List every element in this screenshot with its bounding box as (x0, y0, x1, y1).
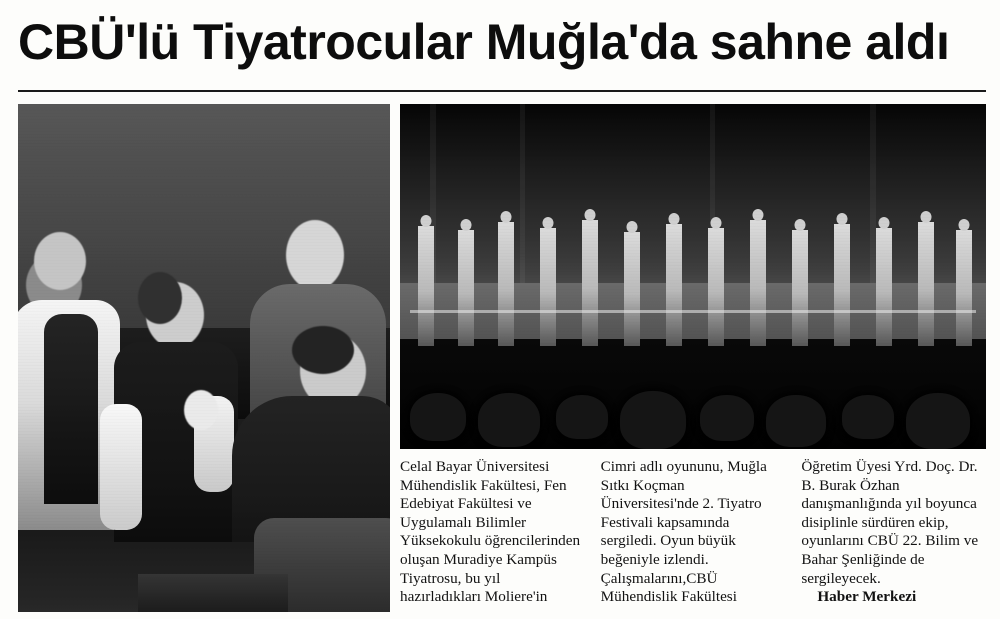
photo-right-scene (400, 104, 986, 449)
headline-divider (18, 90, 986, 92)
paragraph: Celal Bayar Üniversitesi Mühendislik Fakültesi, Fen Edebiyat Fakültesi ve Uygulamalı Bilimler Yüksekokulu öğrencilerinden oluşan Muradiye Kampüs Tiyatrosu, bu yıl hazırladıkları Moliere'in (400, 458, 581, 606)
page-title: CBÜ'lü Tiyatrocular Muğla'da sahne aldı (18, 14, 950, 70)
paragraph: Öğretim Üyesi Yrd. Doç. Dr. B. Burak Özhan danışmanlığında yıl boyunca disiplinle sürdüren ekip, oyunlarını CBÜ 22. Bilim ve Bahar Şenliğinde de sergileyecek. (801, 458, 979, 587)
stage-photo-actors (18, 104, 390, 612)
article-column-2 (601, 458, 786, 610)
article-column-3 (801, 458, 986, 610)
article-column-1 (400, 458, 585, 610)
photo-left-scene (18, 104, 390, 612)
stage-photo-ensemble (400, 104, 986, 449)
article-body (400, 458, 986, 610)
paragraph: Cimri adlı oyununu, Muğla Sıtkı Koçman Üniversitesi'nde 2. Tiyatro Festivali kapsamında sergiledi. Oyun büyük beğeniyle izlendi. (600, 458, 767, 568)
byline: Haber Merkezi (817, 588, 917, 606)
paragraph: Çalışmalarını,CBÜ Mühendislik Fakültesi (600, 569, 737, 606)
